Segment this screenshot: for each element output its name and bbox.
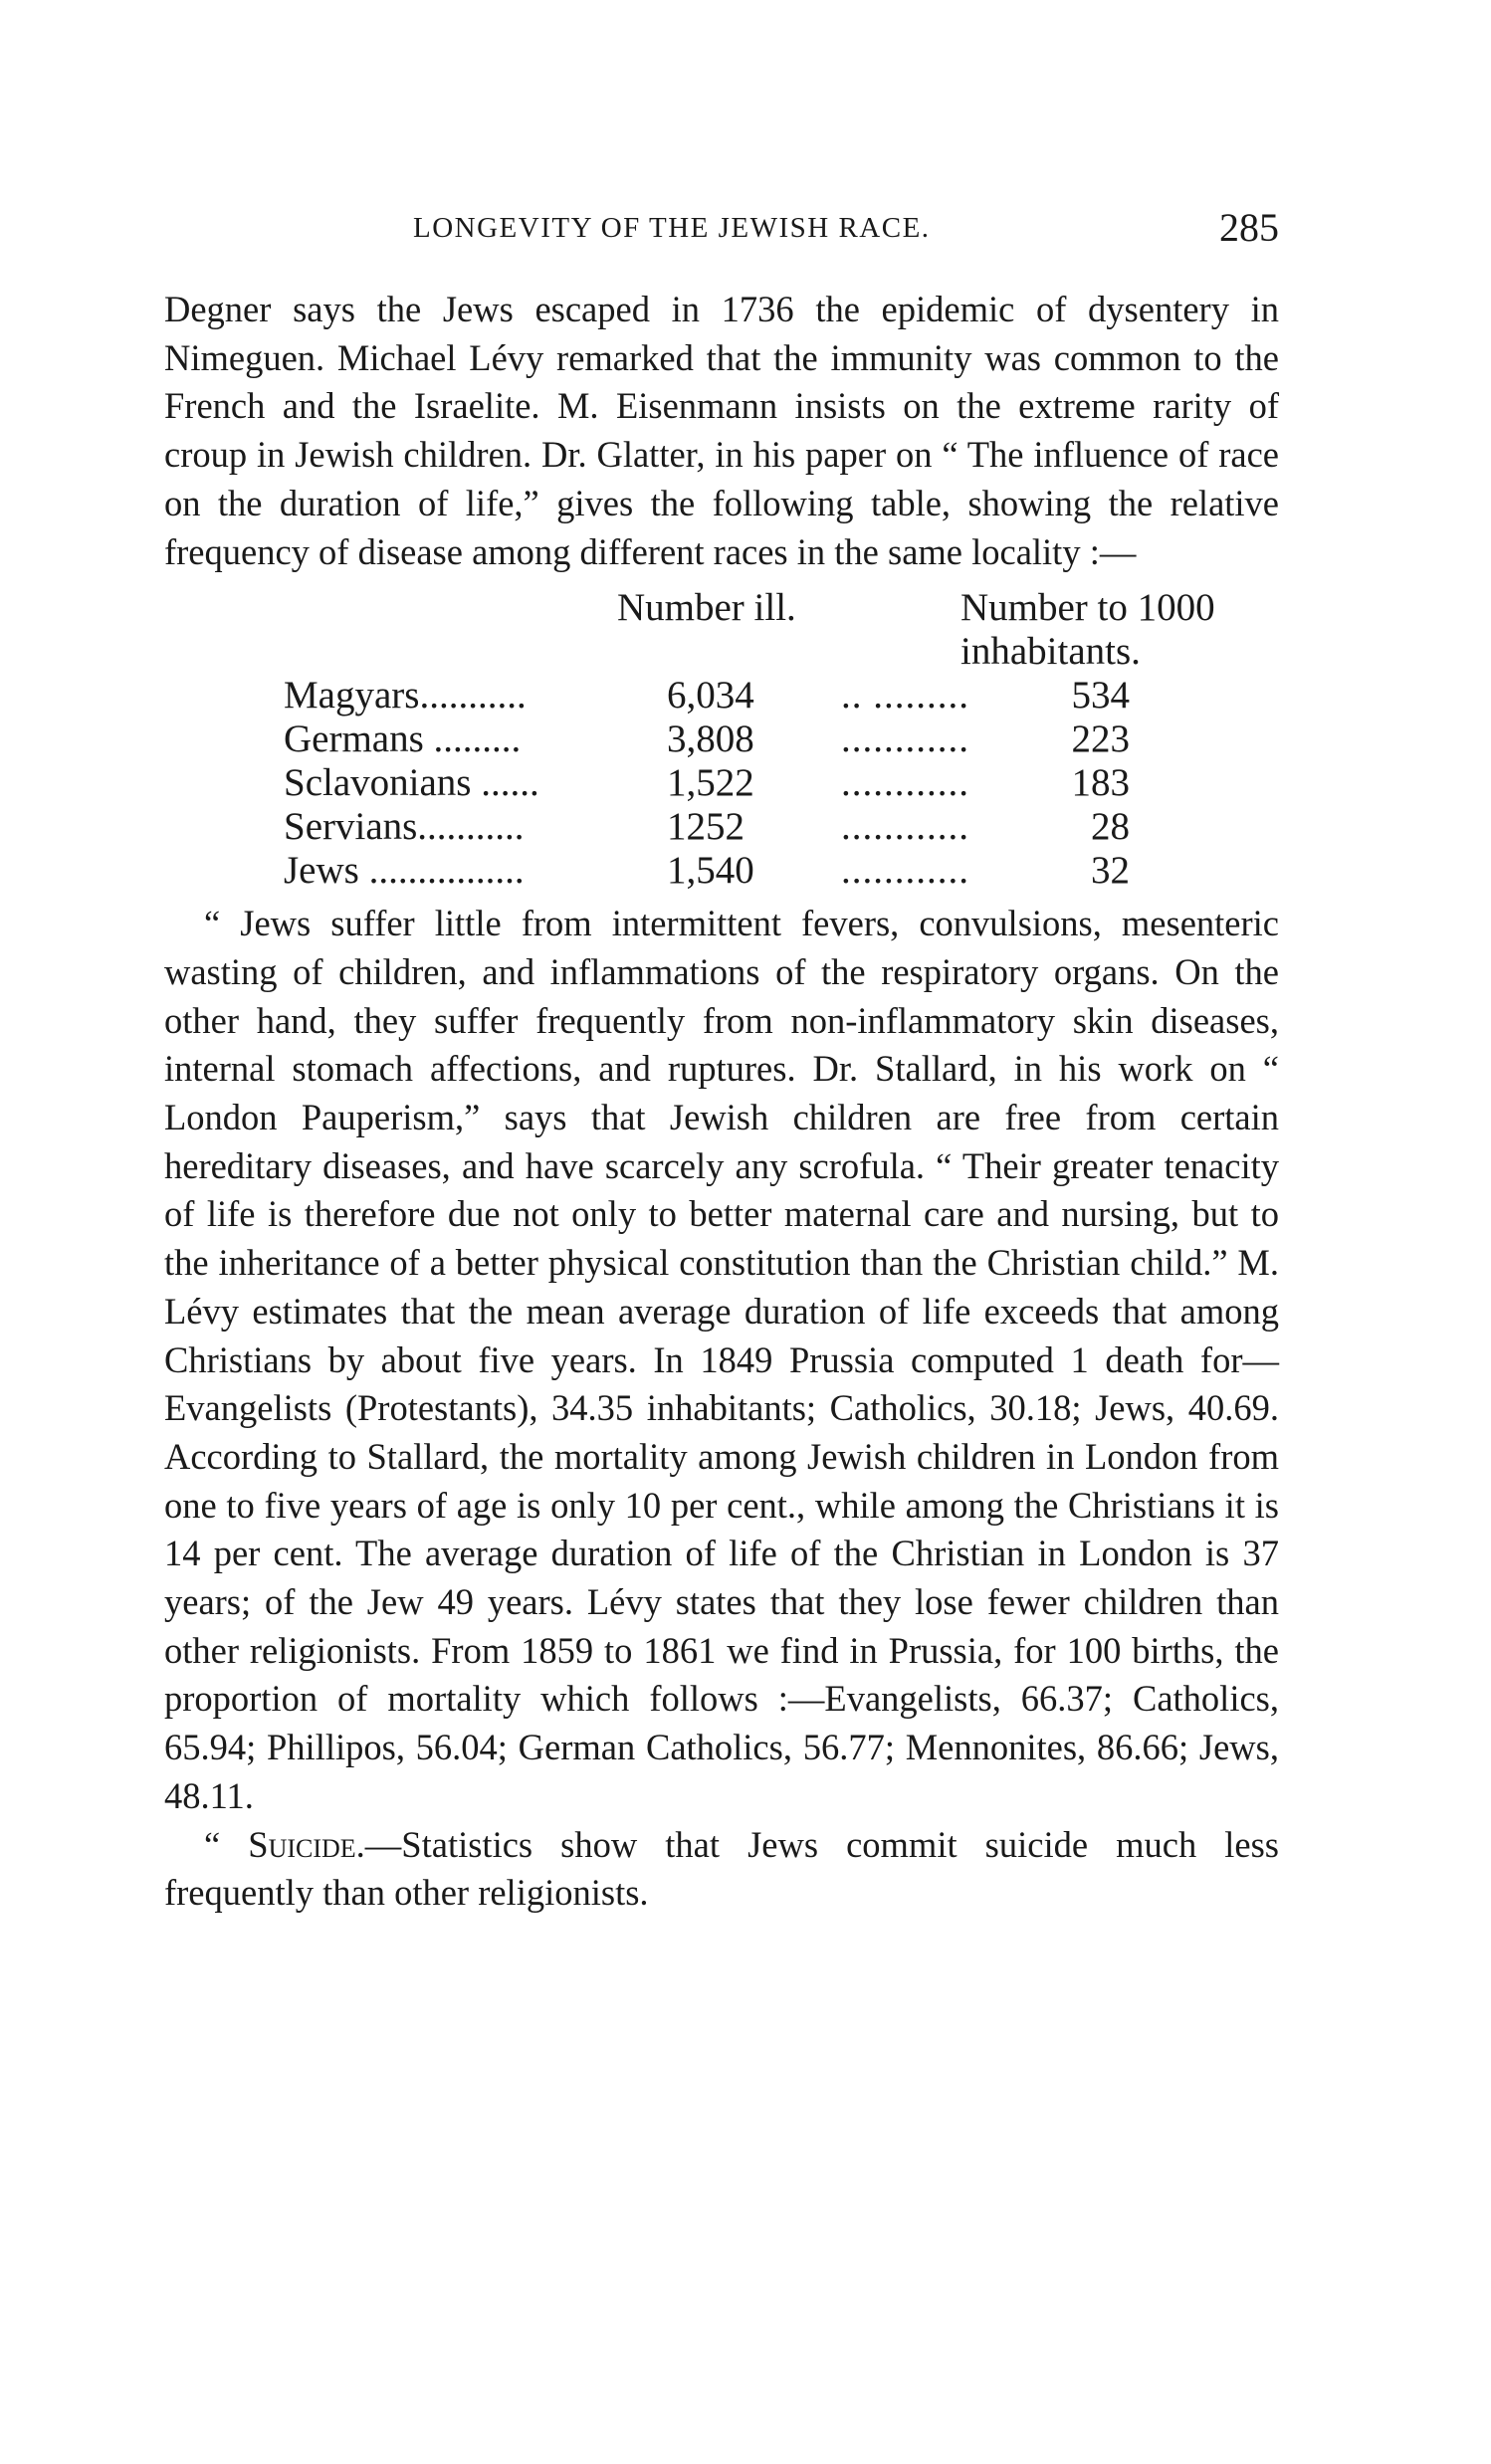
race-name: Servians........... xyxy=(284,805,525,849)
opening-quote: “ xyxy=(204,1823,249,1865)
column-header-line-2: inhabitants. xyxy=(960,630,1141,674)
dot-leader: ............ xyxy=(841,761,969,805)
number-ill: 6,034 xyxy=(667,674,754,718)
number-per-1000: 534 xyxy=(1071,674,1130,718)
main-paragraph: “ Jews suffer little from intermittent fevers, convulsions, mesenteric wasting of children, and inflammations of the respiratory organs. On the other hand, they suffer frequently from non-inflammatory skin diseases, internal stomach affections, and ruptures. Dr. Stallard, in his work on “ London Pauperism,” says that Jewish children are free from certain hereditary diseases, and have scarcely any scrofula. “ Their greater tenacity of life is therefore due not only to better maternal care and nursing, but to the inheritance of a better physical constitution than the Christian child.” M. Lévy estimates that the mean average duration of life exceeds that among Christians by about five years. In 1849 Prussia computed 1 death for—Evangelists (Protestants), 34.35 inhabitants; Catholics, 30.18; Jews, 40.69. According to Stallard, the mortality among Jewish children in London from one to five years of age is only 10 per cent., while among the Christians it is 14 per cent. The average duration of life of the Christian in London is 37 years; of the Jew 49 years. Lévy states that they lose fewer children than other religionists. From 1859 to 1861 we find in Prussia, for 100 births, the proportion of mortality which follows :—Evangelists, 66.37; Catholics, 65.94; Phillipos, 56.04; German Catholics, 56.77; Mennonites, 86.66; Jews, 48.11. xyxy=(164,903,1279,1816)
running-head-title: LONGEVITY OF THE JEWISH RACE. xyxy=(413,212,931,244)
suicide-text: —Statistics show that Jews commit suicide much less frequently than other religionists. xyxy=(164,1823,1279,1914)
column-header-number-ill: Number ill. xyxy=(617,586,796,630)
number-per-1000: 32 xyxy=(1091,849,1130,893)
number-ill: 1252 xyxy=(667,805,745,849)
page-number: 285 xyxy=(1219,205,1279,250)
table-row xyxy=(164,718,1279,761)
intro-paragraph: Degner says the Jews escaped in 1736 the epidemic of dysentery in Nimeguen. Michael Lévy remarked that the immunity was common to the French and the Israelite. M. Eisenmann insists on the extreme rarity of croup in Jewish children. Dr. Glatter, in his paper on “ The influence of race on the duration of life,” gives the following table, showing the relative frequency of disease among different races in the same locality :— xyxy=(164,289,1279,572)
table-row xyxy=(164,805,1279,849)
table-row xyxy=(164,761,1279,805)
suicide-paragraph xyxy=(164,1821,1279,1918)
dot-leader: .. ......... xyxy=(841,674,969,718)
suicide-heading: Suicide. xyxy=(248,1823,365,1865)
dot-leader: ............ xyxy=(841,805,969,849)
book-page xyxy=(164,204,1279,1918)
race-name: Germans ......... xyxy=(284,718,522,761)
dot-leader: ............ xyxy=(841,849,969,893)
column-header-number-per-1000 xyxy=(960,586,1215,674)
running-head xyxy=(164,204,1279,264)
number-ill: 1,540 xyxy=(667,849,754,893)
column-header-line-1: Number to 1000 xyxy=(960,586,1215,630)
number-per-1000: 223 xyxy=(1071,718,1130,761)
number-ill: 3,808 xyxy=(667,718,754,761)
disease-frequency-table xyxy=(164,586,1279,900)
number-per-1000: 183 xyxy=(1071,761,1130,805)
number-ill: 1,522 xyxy=(667,761,754,805)
table-row xyxy=(164,674,1279,718)
race-name: Magyars........... xyxy=(284,674,527,718)
race-name: Jews ................ xyxy=(284,849,525,893)
race-name: Sclavonians ...... xyxy=(284,761,539,805)
dot-leader: ............ xyxy=(841,718,969,761)
table-row xyxy=(164,849,1279,893)
number-per-1000: 28 xyxy=(1091,805,1130,849)
